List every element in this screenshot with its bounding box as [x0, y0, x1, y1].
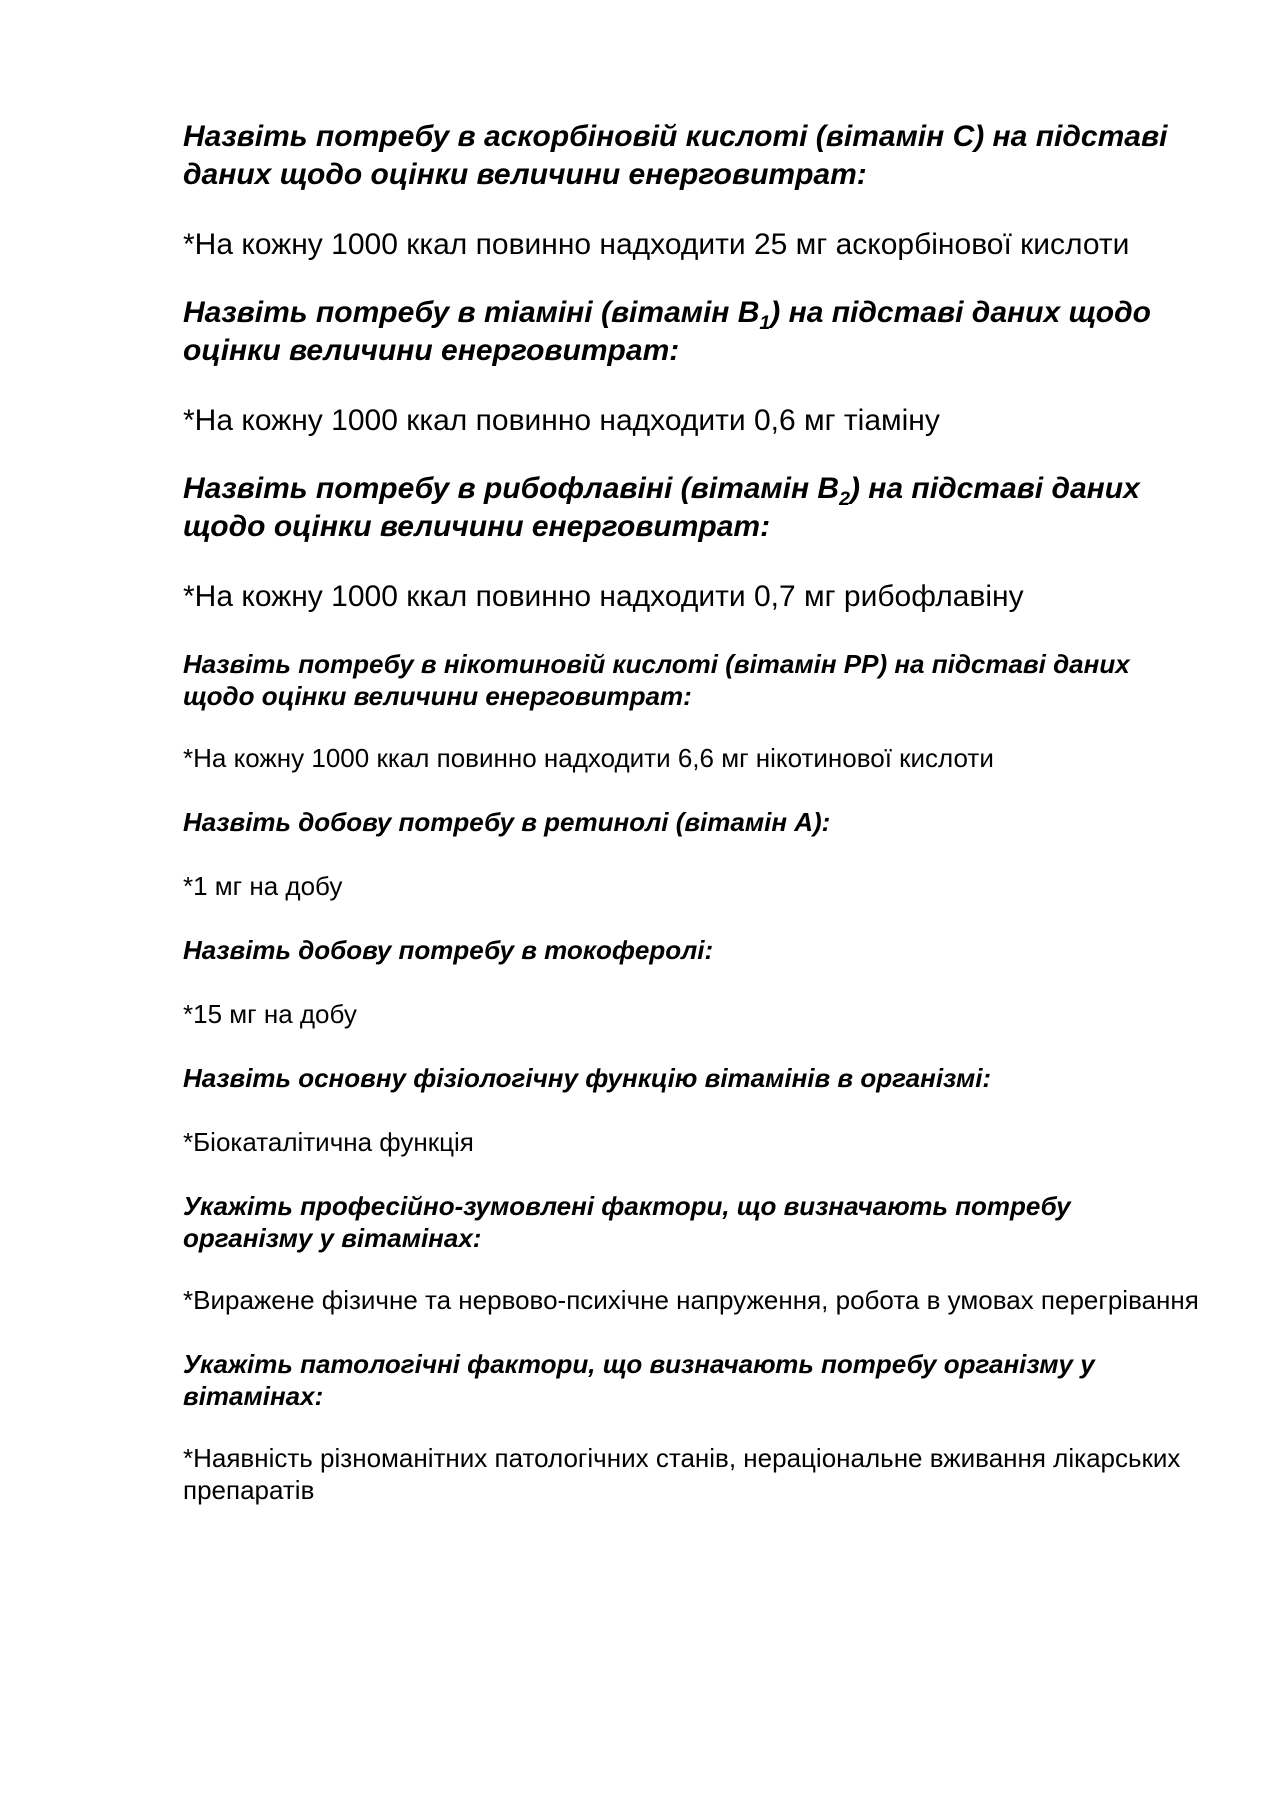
answer-text: *На кожну 1000 ккал повинно надходити 6,6 мг нікотинової кислоти — [183, 743, 994, 773]
qa-block-vitamin-c — [183, 118, 1203, 264]
subscript: 2 — [839, 488, 850, 510]
answer-text: *Біокаталітична функція — [183, 1127, 474, 1157]
qa-block-vitamin-pp — [183, 648, 1203, 774]
answer-text: *Виражене фізичне та нервово-психічне напруження, робота в умовах перегрівання — [183, 1285, 1199, 1315]
answer-text: *На кожну 1000 ккал повинно надходити 0,7 мг рибофлавіну — [183, 580, 1024, 613]
question-text: Назвіть основну фізіологічну функцію вітамінів в організмі: — [183, 1063, 992, 1093]
question-text: Назвіть потребу в тіаміні (вітамін $В_1$) на підставі даних щодо оцінки величини енерговитрат: — [183, 296, 1151, 367]
qa-block-vitamin-a — [183, 806, 1203, 902]
answer-text: *На кожну 1000 ккал повинно надходити 25 мг аскорбінової кислоти — [183, 228, 1130, 261]
question-text: Укажіть патологічні фактори, що визначають потребу організму у вітамінах: — [183, 1349, 1095, 1411]
question-text: Назвіть потребу в аскорбіновій кислоті (вітамін С) на підставі даних щодо оцінки величини енерговитрат: — [183, 120, 1168, 191]
question-text: Назвіть потребу в нікотиновій кислоті (вітамін РР) на підставі даних щодо оцінки величини енерговитрат: — [183, 649, 1130, 711]
subscript: 1 — [759, 312, 771, 334]
answer-text: *На кожну 1000 ккал повинно надходити 0,6 мг тіаміну — [183, 404, 940, 437]
qa-block-tocopherol — [183, 934, 1203, 1030]
question-text: Назвіть добову потребу в токоферолі: — [183, 935, 714, 965]
document-page — [183, 118, 1203, 1506]
qa-block-vitamin-function — [183, 1062, 1203, 1158]
qa-block-vitamin-b1 — [183, 294, 1203, 440]
qa-block-vitamin-b2 — [183, 470, 1203, 616]
question-text: Укажіть професійно-зумовлені фактори, що визначають потребу організму у вітамінах: — [183, 1191, 1071, 1253]
answer-text: *15 мг на добу — [183, 999, 357, 1029]
question-text: Назвіть добову потребу в ретинолі (вітамін А): — [183, 807, 831, 837]
qa-block-professional-factors — [183, 1190, 1203, 1316]
answer-text: *Наявність різноманітних патологічних станів, нераціональне вживання лікарських препаратів — [183, 1443, 1181, 1505]
answer-text: *1 мг на добу — [183, 871, 343, 901]
question-text: Назвіть потребу в рибофлавіні (вітамін $В_2$) на підставі даних щодо оцінки величини енерговитрат: — [183, 472, 1140, 543]
qa-block-pathological-factors — [183, 1348, 1203, 1506]
